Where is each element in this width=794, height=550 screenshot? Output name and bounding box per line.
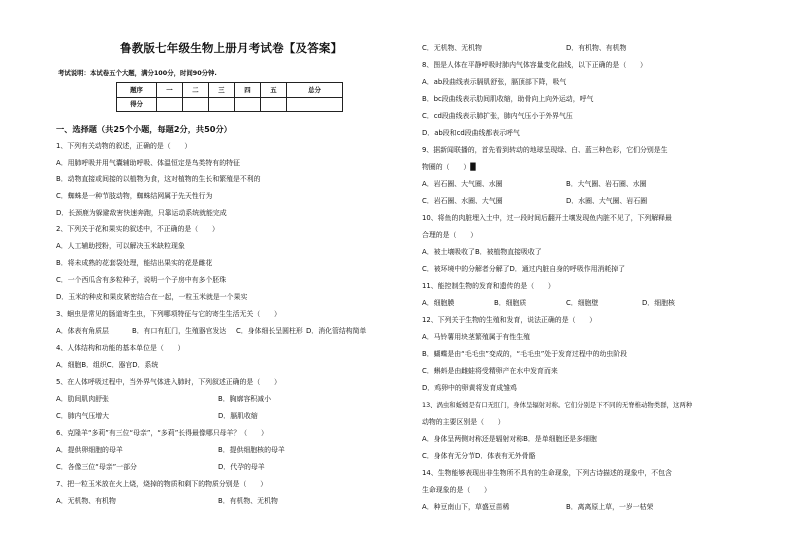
- q10-options-cd: C．被环境中的分解者分解了D．通过内脏自身的呼吸作用消耗掉了: [422, 265, 626, 273]
- q13-options-ab: A．身体呈两侧对称还是辐射对称B．是单细胞还是多细胞: [422, 435, 597, 443]
- section-heading: 一、选择题（共25个小题，每题2分，共50分）: [56, 124, 232, 134]
- question-6: 6、克隆羊“多莉”有三位“母亲”，“多莉”长得最像哪只母羊？（ ）: [56, 429, 268, 437]
- question-9-cont: 物圈的（ ）█: [422, 163, 476, 171]
- score-table: [116, 82, 343, 112]
- question-14-cont: 生命现象的是（ ）: [422, 486, 491, 494]
- q2-option-c: C．一个西瓜含有多粒种子，说明一个子房中有多个胚珠: [56, 276, 227, 284]
- q2-option-d: D．玉米的种皮和果皮紧密结合在一起，一粒玉米就是一个果实: [56, 293, 248, 301]
- question-13-cont: 动物的主要区别是（ ）: [422, 418, 505, 426]
- score-header-cell: 四: [235, 83, 261, 98]
- score-table-header-row: [117, 83, 343, 98]
- score-cell[interactable]: [209, 97, 235, 112]
- question-14: 14、生物能够表现出非生物所不具有的生命现象，下列古诗描述的现象中，不包含: [422, 469, 672, 477]
- q5-option-c: C．肺内气压增大: [56, 412, 110, 420]
- q12-option-d: D．鸡卵中的卵黄将发育成雏鸡: [422, 384, 517, 392]
- score-header-cell: 一: [157, 83, 183, 98]
- score-table-score-row: [117, 97, 343, 112]
- q6-option-a: A．提供卵细胞的母羊: [56, 446, 123, 454]
- score-cell[interactable]: [235, 97, 261, 112]
- q6-option-b: B．提供细胞核的母羊: [218, 446, 285, 454]
- q9-option-d: D．水圈、大气圈、岩石圈: [566, 197, 648, 205]
- q1-option-b: B．动物直接或间接的以植物为食，这对植物的生长和繁殖是不利的: [56, 175, 261, 183]
- question-9: 9、据新闻联播的，首先看到转动的地球呈现绿、白、蓝三种色彩，它们分别是生: [422, 146, 668, 154]
- q14-option-b: B．离离原上草，一岁一枯荣: [566, 503, 654, 511]
- exam-instructions: 考试说明：本试卷五个大题，满分100分，时间90分钟.: [58, 69, 217, 77]
- q13-options-cd: C．身体有无分节D．体表有无外骨骼: [422, 452, 536, 460]
- q2-option-a: A．人工辅助授粉，可以解决玉米缺粒现象: [56, 242, 185, 250]
- q9-option-a: A．岩石圈、大气圈、水圈: [422, 180, 503, 188]
- page-title: 鲁教版七年级生物上册月考试卷【及答案】: [120, 41, 343, 55]
- q9-option-c: C．岩石圈、水圈、大气圈: [422, 197, 503, 205]
- question-10: 10、将鱼的肉脏埋入土中，过一段时间后翻开土壤发现鱼内脏不见了，下列解释最: [422, 214, 672, 222]
- q3-option-a: A．体表有角质层: [56, 327, 109, 335]
- q1-option-d: D．长颈鹿为躲避敌害快速奔跑，只靠运动系统就能完成: [56, 209, 227, 217]
- q6-option-d: D．代孕的母羊: [218, 463, 265, 471]
- question-11: 11、能控制生物的发育和遗传的是（ ）: [422, 282, 555, 290]
- q7-option-d: D．有机物、有机物: [566, 44, 627, 52]
- question-12: 12、下列关于生物的生殖和发育，说法正确的是（ ）: [422, 316, 597, 324]
- q11-option-d: D．细胞核: [642, 299, 675, 307]
- q11-option-c: C．细胞壁: [566, 299, 599, 307]
- q11-option-a: A．细胞膜: [422, 299, 455, 307]
- q7-option-c: C．无机物、无机物: [422, 44, 482, 52]
- score-header-cell: 总分: [287, 83, 343, 98]
- q7-option-b: B．有机物、无机物: [218, 497, 278, 505]
- score-row-label: 得分: [117, 97, 157, 112]
- score-header-cell: 五: [261, 83, 287, 98]
- q3-option-d: D．消化管结构简单: [306, 327, 367, 335]
- question-5: 5、在人体呼吸过程中，当外界气体进入肺时，下列叙述正确的是（ ）: [56, 378, 281, 386]
- q8-option-b: B．bc段曲线表示肋间肌收缩，助骨向上向外运动，呼气: [422, 95, 594, 103]
- question-3: 3、蛔虫是常见的肠道寄生虫，下列哪项特征与它的寄生生活无关（ ）: [56, 310, 281, 318]
- q3-option-b: B．有口有肛门，生殖器官发达: [132, 327, 227, 335]
- question-2: 2、下列关于花和果实的叙述中，不正确的是（ ）: [56, 225, 219, 233]
- question-8: 8、图是人体在平静呼吸时肺内气体容量变化曲线，以下正确的是（ ）: [422, 61, 647, 69]
- q12-option-a: A．马铃薯用块茎繁殖属于有性生殖: [422, 333, 531, 341]
- question-10-cont: 合理的是（ ）: [422, 231, 478, 239]
- q6-option-c: C．各像三位“母亲”一部分: [56, 463, 137, 471]
- score-cell[interactable]: [183, 97, 209, 112]
- q12-option-c: C．蝌蚪是由雌蛙将受精卵产在水中发育而来: [422, 367, 558, 375]
- q10-options-ab: A．被土壤吸收了B．被植物直接吸收了: [422, 248, 542, 256]
- score-header-cell: 题序: [117, 83, 157, 98]
- score-cell[interactable]: [287, 97, 343, 112]
- q9-option-b: B．大气圈、岩石圈、水圈: [566, 180, 647, 188]
- q4-options: A．细胞B．组织C．器官D．系统: [56, 361, 159, 369]
- score-header-cell: 三: [209, 83, 235, 98]
- q11-option-b: B．细胞质: [494, 299, 527, 307]
- q5-option-a: A．肋间肌肉舒张: [56, 395, 109, 403]
- q8-option-a: A．ab段曲线表示膈肌舒张，膈顶部下降，吸气: [422, 78, 567, 86]
- score-header-cell: 二: [183, 83, 209, 98]
- score-cell[interactable]: [261, 97, 287, 112]
- q7-option-a: A．无机物、有机物: [56, 497, 116, 505]
- question-13: 13、涡虫和蚯蚓是有口无肛门，身体呈辐射对称。它们分别是下不同的无脊椎动物类群，这两种: [422, 401, 693, 409]
- q5-option-d: D．膈肌收缩: [218, 412, 258, 420]
- q8-option-c: C．cd段曲线表示肺扩张，肺内气压小于外界气压: [422, 112, 573, 120]
- q3-option-c: C．身体细长呈圆柱形: [236, 327, 303, 335]
- q8-option-d: D．ab段和cd段曲线都表示呼气: [422, 129, 520, 137]
- question-1: 1、下列有关动物的叙述，正确的是（ ）: [56, 142, 192, 150]
- q1-option-a: A．用肺呼吸并用气囊辅助呼吸、体温恒定是鸟类特有的特征: [56, 159, 240, 167]
- q5-option-b: B．胸廓容积减小: [218, 395, 271, 403]
- q2-option-b: B．将未成熟的花套袋处理，能结出果实的花是雌花: [56, 259, 213, 267]
- score-cell[interactable]: [157, 97, 183, 112]
- q1-option-c: C．蜘蛛是一种节肢动物，蜘蛛结网属于先天性行为: [56, 192, 213, 200]
- q14-option-a: A．种豆南山下，草盛豆苗稀: [422, 503, 510, 511]
- question-4: 4、人体结构和功能的基本单位是（ ）: [56, 344, 185, 352]
- q12-option-b: B．蝴蝶是由“毛毛虫”变成的，“毛毛虫”处于发育过程中的幼虫阶段: [422, 350, 628, 358]
- question-7: 7、把一粒玉米放在火上烧，烧掉的物质和剩下的物质分别是（ ）: [56, 480, 268, 488]
